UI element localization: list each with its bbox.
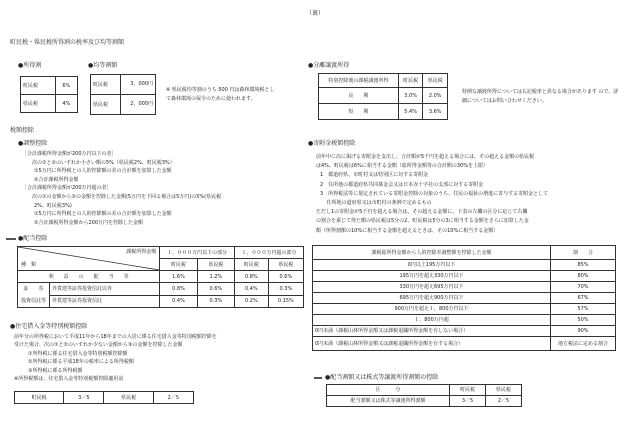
table-row (319, 104, 448, 120)
row-value: 3／5 (450, 396, 486, 407)
col-header: 課税総所得金額から人的控除差調整額を控除した金額 (313, 246, 551, 260)
cell: 0.15% (268, 295, 303, 308)
cell: 0.3% (268, 283, 303, 296)
cell: 0.8% (235, 271, 269, 283)
col-header: 区 分 (327, 385, 450, 396)
row-value: 2／5 (486, 396, 522, 407)
text-line: 前年中に次に掲げる寄附金を支出し、合計額が5千円を超える場合には、その超える金額の県民税 (316, 154, 535, 160)
table-row (313, 304, 616, 315)
group-label-line: 投資信託等 (20, 298, 46, 304)
text-line: ①所得税に係る住宅借入金等特別税額控除額 (28, 350, 128, 357)
row-label: 0円未満（課税山林所得金額又は課税退職所得金額を有しない場合） (313, 326, 551, 337)
table-row (18, 283, 304, 296)
row-value: 67% (551, 293, 616, 304)
row-value: 5.4% (398, 104, 423, 120)
table-header-row (319, 74, 448, 88)
row-label: 配当割額又は株式等譲渡所得割額 (327, 396, 450, 407)
group-label-line: 証 券 (23, 286, 44, 292)
col-header: 町民税 (160, 259, 197, 271)
under-10m-header: １，０００万円以下の部分 (160, 247, 235, 259)
text-line: ②所得税に係る平成18年の税率による所得税額 (28, 359, 134, 366)
adjustment-text (22, 150, 221, 227)
table-row (313, 326, 616, 337)
row-label: １，800万円超 (313, 315, 551, 326)
row-label: 195万円を超え330万円以下 (313, 271, 551, 282)
table-header-row (313, 246, 616, 260)
col-header: 県民税 (486, 385, 522, 396)
text-line: ②合計課税所得金額 (34, 176, 79, 183)
cell: 1.2% (197, 271, 234, 283)
col-header: 町民税 (450, 385, 486, 396)
row-value: 57% (551, 304, 616, 315)
row-value: 2，000円 (121, 95, 156, 115)
table-row (313, 260, 616, 271)
text-line: ［合計課税所得金額が200万円超の者］ (22, 185, 112, 192)
row-label: 900万円を超え１，800万円以下 (313, 304, 551, 315)
cell: 1.6% (160, 271, 197, 283)
row-label: 330万円を超え695万円以下 (313, 282, 551, 293)
col-header: 県民税 (268, 259, 303, 271)
row-value: 3.6% (423, 104, 448, 120)
table-row (319, 88, 448, 104)
text-line: 1 都道府県、市町村又は特別区に対する寄附金 (320, 172, 429, 179)
table-row (91, 95, 156, 115)
housing-loan-title: ●住宅借入金等特別税額控除 (10, 323, 88, 330)
donation-text (316, 153, 548, 236)
text-line: 前年分の所得税において平成11年から18年までの入居に係る住宅借入金等特別税額控除を (14, 334, 217, 340)
cell: 0.4% (160, 295, 197, 308)
section-marker (6, 238, 16, 240)
row-label: 短 期 (319, 104, 399, 120)
text-line: 次の①の金額から②の金額を控除した金額(5万円を下回る場合は5万円)の5%(県民税 (32, 193, 222, 200)
text-line: は4%、町民税は6%に相当する金額（総所得金額等の合計額の30%を上限） (316, 163, 488, 170)
tax-rate-section-title: 町民税・県民税所得割の税率及び均等割額 (10, 39, 125, 46)
text-line: ただし1の寄附金が5千円を超える場合は、その超える金額に、下表の左欄の区分に応じて右欄 (316, 209, 528, 216)
text-line: 住所地の道府県又は市町村の条例で定めるもの (320, 200, 432, 207)
separate-tax-title: ●分離譲渡所得 (308, 62, 350, 69)
row-value: 90% (551, 326, 616, 337)
col-header: 町民税 (398, 74, 423, 88)
text-line: 3 所得税法等に規定されている寄附金控除の対象のうち、住民の福祉の増進に寄与する寄附金として (320, 190, 549, 197)
row-value: 地方税法に定める割合 (551, 337, 616, 351)
row-label: 利 益 の 配 当 等 (18, 271, 160, 283)
row-label: 0円以上195万円以下 (313, 260, 551, 271)
table-row (313, 293, 616, 304)
text-line: 受けた場合、次の①と②のいずれか少ない金額から③の金額を控除した金額 (14, 342, 183, 349)
table-row (313, 271, 616, 282)
separate-tax-note: 特例な譲渡所得については右記税率と異なる場合があります ので、詳細についてはお問い合わせください。 (462, 89, 619, 104)
table-row (313, 282, 616, 293)
cell: 0.6% (197, 283, 234, 296)
stock-transfer-table (326, 384, 522, 407)
row-value: 3／5 (64, 392, 104, 404)
text-line: ※所得税額は、住宅借入金等特別税額控除適用前 (14, 376, 124, 383)
table-row (313, 337, 616, 351)
text-line: ［合計課税所得金額が200万円以下の者］ (22, 151, 117, 157)
per-capita-table (90, 74, 156, 115)
page-label: （裏） (305, 10, 324, 17)
text-line: 2 住所地の都道府県共同募金会又は日本赤十字社の支部に対する寄附金 (320, 181, 484, 188)
table-row (327, 396, 522, 407)
table-header-row (18, 247, 304, 259)
text-line: ①5万円に所得税との人的控除額の差の合計額を加算した金額 (34, 211, 172, 218)
table-row (91, 75, 156, 95)
col-header: 県民税 (197, 259, 234, 271)
row-label: 長 期 (319, 88, 399, 104)
row-label: 県民税 (21, 95, 56, 113)
stock-transfer-title: ●配当割額又は株式等譲渡所得割額の控除 (325, 374, 439, 381)
income-rate-table (20, 76, 78, 113)
text-line: ①5万円に所得税との人的控除額の差の合計額を加算した金額 (34, 168, 172, 175)
section-marker (314, 377, 322, 379)
table-row (18, 295, 304, 308)
table-row (21, 77, 78, 95)
row-label: 外貨建等証券投資信託以外 (50, 283, 160, 296)
cell: 0.6% (268, 271, 303, 283)
table-row (15, 392, 194, 404)
row-value: 85% (551, 260, 616, 271)
taxable-income-header: 課税所得金額 (126, 249, 157, 255)
separate-tax-table (318, 73, 448, 120)
table-row (313, 315, 616, 326)
col-header: 特別控除後の課税譲渡所得 (319, 74, 399, 88)
type-header: 種 類 (21, 262, 37, 268)
text-line: 次の①と②のいずれか小さい額の5%（県民税2%、町民税3%） (32, 159, 175, 166)
col-header: 町民税 (235, 259, 269, 271)
housing-loan-rate-table (14, 391, 194, 404)
row-value: 4% (55, 95, 77, 113)
row-value: 70% (551, 282, 616, 293)
row-label: 外貨建等証券投資信託 (50, 295, 160, 308)
col-header: 県民税 (423, 74, 448, 88)
row-value: 3.0% (398, 88, 423, 104)
cell: 0.8% (160, 283, 197, 296)
row-value: 50% (551, 315, 616, 326)
deductions-title: 税額控除 (10, 127, 35, 134)
text-line: ③所得税に係る所得税額 (28, 367, 83, 374)
donation-title: ●寄附金税額控除 (308, 140, 356, 147)
text-line: 額（所得割額の10%に相当する金額を超えるときは、その10%に相当する金額） (316, 227, 499, 234)
table-row (21, 95, 78, 113)
group-label (18, 283, 50, 308)
adjustment-title: ●調整控除 (18, 140, 48, 147)
cell: 0.4% (235, 283, 269, 296)
cell: 0.2% (235, 295, 269, 308)
table-header-row (327, 385, 522, 396)
col-header: 割 合 (551, 246, 616, 260)
row-value: 2.0% (423, 88, 448, 104)
housing-loan-text (14, 333, 217, 383)
row-label: 町民税 (91, 75, 121, 95)
income-rate-title: ●所得割 (18, 62, 42, 69)
text-line: の割合を乗じて得た額の県民税は5分の2、町民税は5分の3に相当する金額をさらに加算した金 (316, 218, 529, 225)
over-10m-header: １，０００万円超の部分 (235, 247, 304, 259)
text-line: 2%、町民税3%) (34, 202, 72, 209)
text-line: ②合計課税所得金額から200万円を控除した金額 (34, 219, 144, 226)
per-capita-title: ●均等割額 (88, 62, 118, 69)
table-row (18, 271, 304, 283)
diagonal-header-cell (18, 247, 160, 271)
donation-ratio-table (312, 245, 616, 351)
row-value: 6% (55, 77, 77, 95)
row-label: 県民税 (104, 392, 153, 404)
row-label: 県民税 (91, 95, 121, 115)
cell: 0.3% (197, 295, 234, 308)
row-value: 3，000円 (121, 75, 156, 95)
dividend-title: ●配当控除 (18, 235, 48, 242)
row-label: 町民税 (15, 392, 64, 404)
row-label: 0円未満（課税山林所得金額又は課税退職所得金額を有する場合） (313, 337, 551, 351)
row-value: 2／5 (153, 392, 193, 404)
row-label: 695万円を超え900万円以下 (313, 293, 551, 304)
dividend-table (17, 246, 304, 308)
row-label: 町民税 (21, 77, 56, 95)
forest-tax-note: ※ 県民税均等割のうち 500 円は森林環境税として森林環境の保全のために使われます。 (166, 87, 275, 102)
row-value: 80% (551, 271, 616, 282)
